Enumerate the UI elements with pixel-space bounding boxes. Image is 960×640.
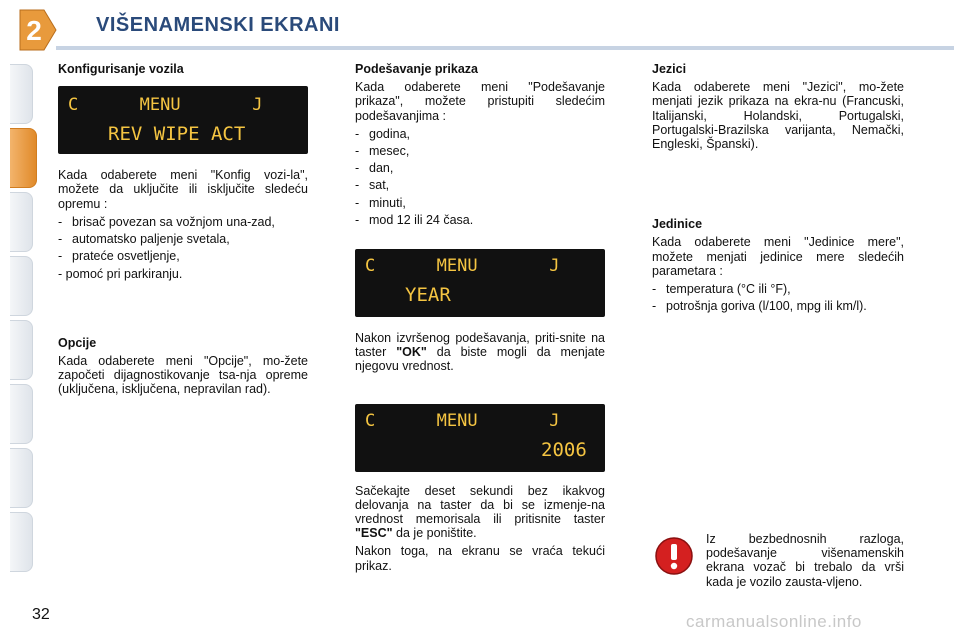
paragraph-config-intro: Kada odaberete meni "Konfig vozi-la", možete da uključite ili isključite sledeću opremu : [58, 168, 308, 211]
paragraph-press-ok: Nakon izvršenog podešavanja, priti-snite na taster "OK" da biste mogli da menjate njegovu vrednost. [355, 331, 605, 374]
column-display-settings [355, 62, 605, 577]
paragraph-display-intro: Kada odaberete meni "Podešavanje prikaza", možete pristupiti sledećim podešavanjima : [355, 80, 605, 123]
section-heading-units: Jedinice [652, 217, 703, 232]
list-item: - dan, [355, 161, 605, 175]
chapter-tab-8[interactable] [10, 512, 33, 572]
column-languages-units [652, 62, 904, 317]
chapter-tab-7[interactable] [10, 448, 33, 508]
units-list [652, 282, 904, 313]
display-settings-list [355, 127, 605, 227]
watermark: carmanualsonline.info [686, 612, 862, 631]
paragraph-return-display: Nakon toga, na ekranu se vraća tekući prikaz. [355, 544, 605, 573]
lcd-line-menu: C MENU J [365, 256, 560, 277]
list-item: - mod 12 ili 24 časa. [355, 213, 605, 227]
column-vehicle-config [58, 62, 308, 400]
paragraph-options: Kada odaberete meni "Opcije", mo-žete započeti dijagnostikovanje tsa-nja opreme (uključena, isključena, nepravilan rad). [58, 353, 308, 397]
paragraph-units: Kada odaberete meni "Jedinice mere", možete menjati jedinice mere sledećih parametara : [652, 235, 904, 278]
list-item: - potrošnja goriva (l/100, mpg ili km/l). [652, 299, 904, 313]
list-item: - mesec, [355, 144, 605, 158]
list-item: - brisač povezan sa vožnjom una-zad, [58, 215, 308, 229]
lcd-line-menu: C MENU J [68, 95, 263, 116]
lcd-line-value: 2006 [541, 438, 587, 461]
list-item: - minuti, [355, 196, 605, 210]
safety-warning-text: Iz bezbednosnih razloga, podešavanje višenamenskih ekrana vozač bi trebalo da vrši kada je vozilo zausta-vljeno. [706, 532, 904, 589]
chapter-tab-2-active[interactable] [10, 128, 37, 188]
lcd-line-value: REV WIPE ACT [108, 123, 246, 146]
lcd-display-2006 [355, 404, 605, 472]
exclamation-icon [654, 536, 694, 576]
paragraph-wait-esc: Sačekajte deset sekundi bez ikakvog delovanja na taster da bi se izmenje-na vrednost memorisala ili pritisnite taster "ESC" da je poništite. [355, 483, 605, 541]
key-esc: "ESC" [355, 526, 393, 541]
section-heading-vehicle-config: Konfigurisanje vozila [58, 62, 184, 76]
section-heading-display-settings: Podešavanje prikaza [355, 62, 478, 76]
section-heading-options: Opcije [58, 335, 97, 350]
chapter-number: 2 [26, 15, 42, 46]
list-item-parking-aid: - pomoć pri parkiranju. [58, 267, 183, 282]
section-heading-languages: Jezici [652, 62, 687, 76]
lcd-display-config [58, 86, 308, 154]
header-rule [56, 46, 954, 50]
key-ok: "OK" [396, 345, 427, 360]
list-item: - sat, [355, 178, 605, 192]
list-item: - prateće osvetljenje, [58, 249, 308, 263]
list-item: - godina, [355, 127, 605, 141]
list-item: - temperatura (°C ili °F), [652, 282, 904, 296]
chapter-tab-3[interactable] [10, 192, 33, 252]
page-title: VIŠENAMENSKI EKRANI [96, 14, 340, 36]
list-item: - automatsko paljenje svetala, [58, 232, 308, 246]
config-options-list [58, 215, 308, 264]
chapter-tab-1[interactable] [10, 64, 33, 124]
chapter-tab-6[interactable] [10, 384, 33, 444]
lcd-line-value: YEAR [405, 284, 451, 307]
page-header [0, 0, 960, 50]
chapter-tabs [10, 64, 36, 576]
chapter-tab-4[interactable] [10, 256, 33, 316]
paragraph-languages: Kada odaberete meni "Jezici", mo-žete menjati jezik prikaza na ekra-nu (Francuski, Italijanski, Holandski, Portugalski, Portugalski-Brazilska varijanta, Nemački, Engleski, Španski). [652, 80, 904, 152]
chapter-tab-5[interactable] [10, 320, 33, 380]
page-number: 32 [32, 606, 50, 623]
chapter-badge [14, 8, 58, 52]
lcd-line-menu: C MENU J [365, 410, 560, 431]
lcd-display-year [355, 249, 605, 317]
